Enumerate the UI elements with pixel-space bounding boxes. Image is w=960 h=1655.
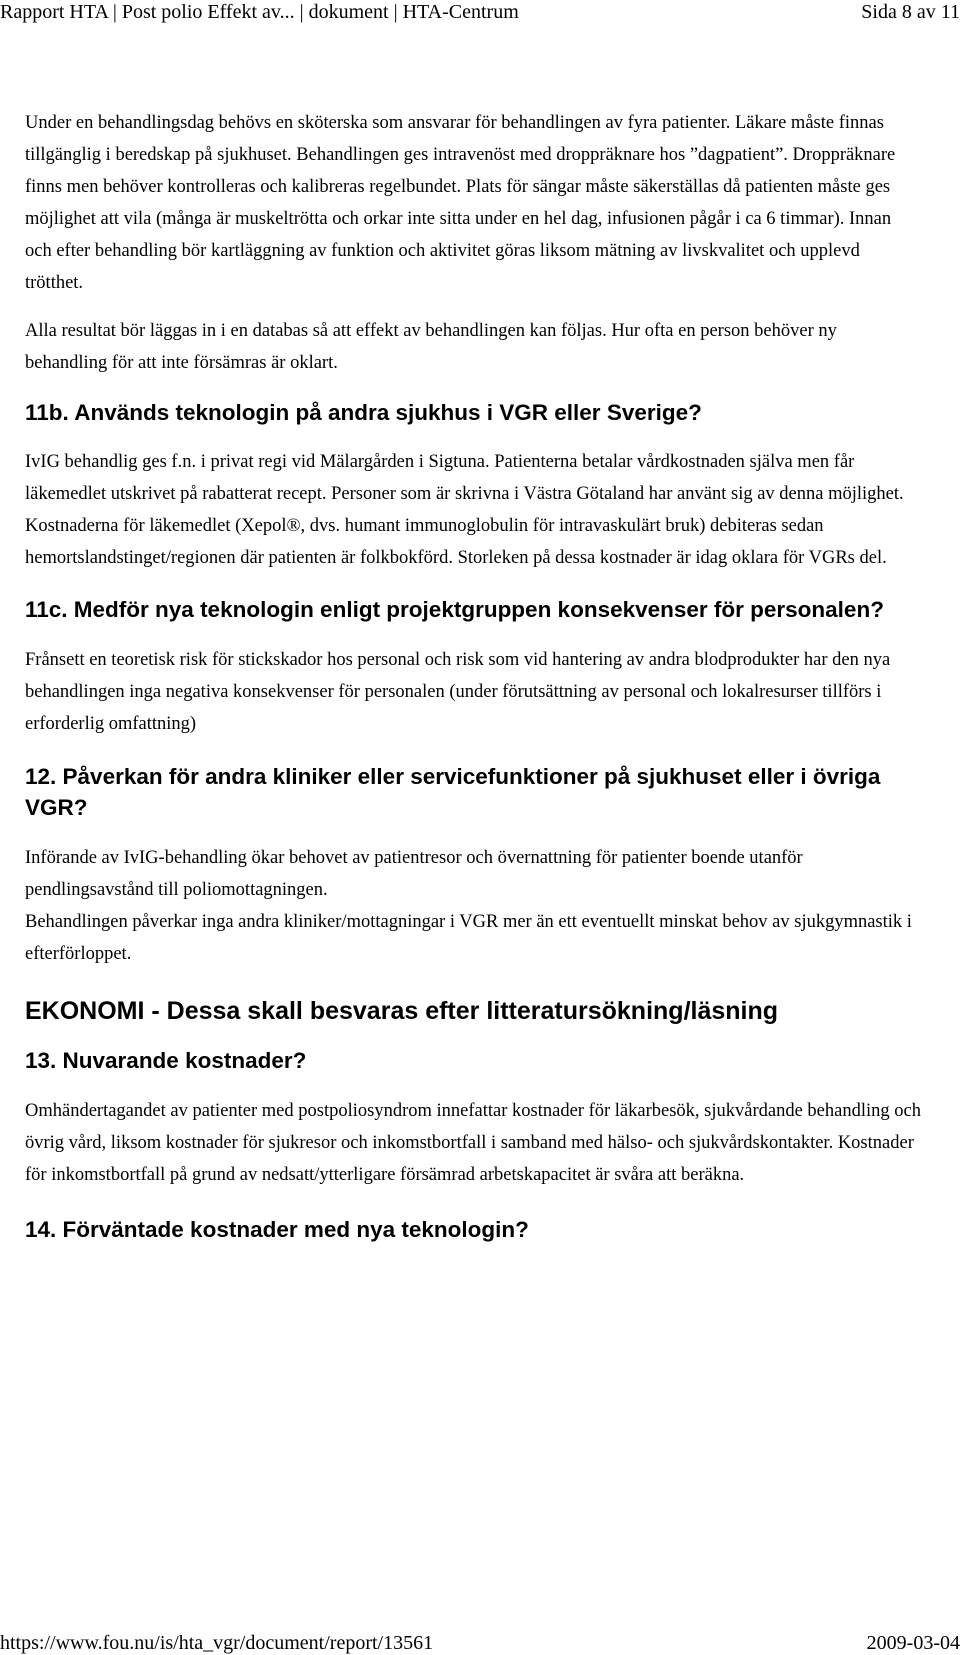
document-body <box>25 107 930 1245</box>
page-header <box>0 0 960 28</box>
document-title: Rapport HTA | Post polio Effekt av... | dokument | HTA-Centrum <box>0 1 519 23</box>
heading-ekonomi: EKONOMI - Dessa skall besvaras efter litteratursökning/läsning <box>25 997 779 1025</box>
paragraph-database: Alla resultat bör läggas in i en databas så att effekt av behandlingen kan följas. Hur ofta en person behöver ny behandling för att inte försämras är oklart. <box>25 321 837 373</box>
paragraph-patient-travel: Införande av IvIG-behandling ökar behovet av patientresor och övernattning för patienter boende utanför pendlingsavstånd till poliomottagningen. <box>25 848 803 900</box>
paragraph-staff-risk: Frånsett en teoretisk risk för stickskador hos personal och risk som vid hantering av andra blodprodukter har den nya behandlingen inga negativa konsekvenser för personalen (under förutsättning av personal och lokalresurser tillförs i erforderlig omfattning) <box>25 650 891 734</box>
page-footer <box>0 1631 960 1655</box>
document-url: https://www.fou.nu/is/hta_vgr/document/report/13561 <box>0 1632 434 1654</box>
heading-11b: 11b. Används teknologin på andra sjukhus i VGR eller Sverige? <box>25 400 702 425</box>
paragraph-drug-costs: Kostnaderna för läkemedlet (Xepol®, dvs. humant immunoglobulin för intravaskulärt bruk) debiteras sedan hemortslandstinget/regionen där patienten är folkbokförd. Storleken på dessa kostnader är idag oklara för VGRs del. <box>25 516 887 568</box>
heading-13: 13. Nuvarande kostnader? <box>25 1048 307 1073</box>
paragraph-ivig-private: IvIG behandlig ges f.n. i privat regi vid Mälargården i Sigtuna. Patienterna betalar vårdkostnaden själva men får läkemedlet utskrivet på rabatterat recept. Personer som är skrivna i Västra Götaland har använt sig av denna möjlighet. <box>25 452 904 504</box>
page-number: Sida 8 av 11 <box>861 1 960 23</box>
heading-14: 14. Förväntade kostnader med nya teknologin? <box>25 1217 529 1242</box>
heading-12: 12. Påverkan för andra kliniker eller servicefunktioner på sjukhuset eller i övriga VGR? <box>25 764 881 820</box>
paragraph-treatment-day: Under en behandlingsdag behövs en sköterska som ansvarar för behandlingen av fyra patienter. Läkare måste finnas tillgänglig i beredskap på sjukhuset. Behandlingen ges intravenöst med droppräknare hos ”dagpatient”. Droppräknare finns men behöver kontrolleras och kalibreras regelbundet. Plats för sängar måste säkerställas då patienten måste ges möjlighet att vila (många är muskeltrötta och orkar inte sitta under en hel dag, infusionen pågår i ca 6 timmar). Innan och efter behandling bör kartläggning av funktion och aktivitet göras liksom mätning av livskvalitet och upplevd trötthet. <box>25 113 896 293</box>
heading-11c: 11c. Medför nya teknologin enligt projektgruppen konsekvenser för personalen? <box>25 597 884 622</box>
paragraph-current-costs: Omhändertagandet av patienter med postpoliosyndrom innefattar kostnader för läkarbesök, sjukvårdande behandling och övrig vård, liksom kostnader för sjukresor och inkomstbortfall i samband med hälso- och sjukvårdskontakter. Kostnader för inkomstbortfall på grund av nedsatt/ytterligare försämrad arbetskapacitet är svåra att beräkna. <box>25 1101 921 1185</box>
print-date: 2009-03-04 <box>866 1632 960 1654</box>
paragraph-other-clinics: Behandlingen påverkar inga andra kliniker/mottagningar i VGR mer än ett eventuellt minskat behov av sjukgymnastik i efterförloppet. <box>25 912 912 964</box>
